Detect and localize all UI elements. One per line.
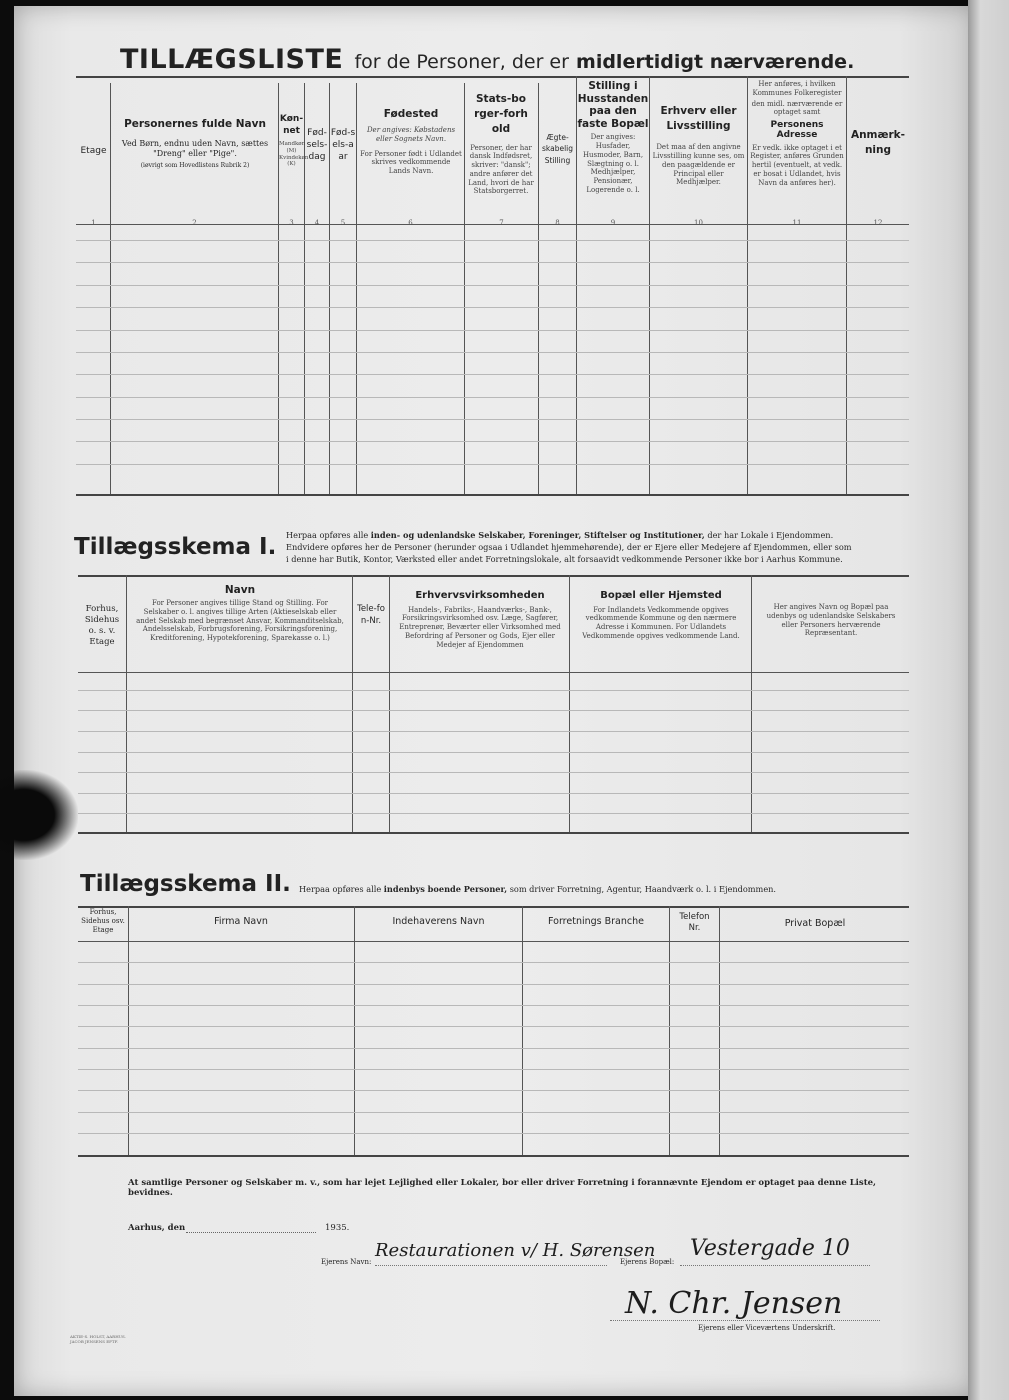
skema1-intro-b: inden- og udenlandske Selskaber, Foreninger, Stiftelser og Institutioner, [370,530,705,540]
col-num-6: 6 [408,219,413,227]
col-num-9: 9 [610,219,616,227]
col-num-12: 12 [873,219,883,227]
col-erhverv-header [651,104,746,187]
title-bold: TILLÆGSLISTE [120,44,344,75]
skema2-col-tlf: Telefon Nr. [679,912,710,934]
col-stilling-header [577,80,649,195]
col-erhverv-title: Erhverv eller Livsstilling [660,105,737,132]
declaration-text: At samtlige Personer og Selskaber m. v., som har lejet Lejlighed eller Lokaler, bor eller driver Forretning i forannævnte Ejendom er optaget paa denne Liste, bevidnes. [128,1178,876,1198]
signature: N. Chr. Jensen [625,1286,843,1321]
skema1-col-erhverv [392,590,568,649]
col-adresse-header [749,80,845,187]
skema1-intro-c: der har Lokale i Ejendommen. [707,530,834,540]
skema1-col-repr: Her angives Navn og Bopæl paa udenbys og udenlandske Selskabers eller Personers herværende Repræsentant. [766,603,896,638]
owner-address-value: Vestergade 10 [690,1236,850,1261]
col-statsborger-note: Personer, der har dansk Indfødsret, skriver: "dansk"; andre anfører det Land, hvori de har Statsborgerret. [468,143,534,196]
skema2-col-firma: Firma Navn [214,916,268,927]
col-etage-header: Etage [80,146,107,156]
col-erhverv-note: Det maa af den angivne Livsstilling kunne ses, om den paagældende er Principal eller Medhjælper. [652,143,745,187]
col-num-3: 3 [289,219,294,227]
owner-name-value: Restaurationen v/ H. Sørensen [375,1240,656,1261]
skema1-col-erhverv-title: Erhvervsvirksomheden [415,590,545,601]
main-title [120,44,880,78]
skema1-col-etage: Forhus, Sidehus o. s. v. Etage [84,604,120,648]
col-fodested-note: Der angives: Købstadens eller Sognets Navn. [366,126,456,143]
skema1-col-navn-note: For Personer angives tillige Stand og Stilling. For Selskaber o. l. angives tillige Arten (Aktieselskab eller andet Selskab med begrænset Ansvar, Kommanditselskab, Andelsselskab, Forbrugsforening, Forsikringsforening, Kreditforening, Hypotekforening, Sparekasse o. l.) [136,599,344,643]
signature-label: Ejerens eller Viceværtens Underskrift. [698,1324,836,1332]
skema2-intro [299,884,909,894]
col-name-note2: (iøvrigt som Hovedlistens Rubrik 2) [140,162,250,170]
skema1-col-bopael-note: For Indlandets Vedkommende opgives vedkommende Kommune og den nærmere Adresse i Kommunen. For Udlandets Vedkommende opgives vedkommende Land. [582,605,740,640]
skema2-col-branche: Forretnings Branche [548,916,644,927]
col-statsborger-header [466,92,536,196]
owner-address-line [680,1265,870,1266]
col-stilling-note: Der angives: Husfader, Husmoder, Barn, Slægtning o. l. Medhjælper, Pensionær, Logerende o. l. [582,133,644,194]
col-num-4: 4 [314,219,320,227]
col-kon-header [279,114,309,168]
skema2-intro-b: indenbys boende Personer, [383,884,508,894]
binding-tab [0,770,78,860]
col-fodselsaar-header: Fød-sels-aar [330,128,356,163]
skema1-intro-line1 [286,530,911,542]
owner-address-label: Ejerens Bopæl: [620,1258,675,1266]
col-adresse-note-top: Her anføres, i hvilken Kommunes Folkeregister [752,80,842,97]
col-num-7: 7 [499,219,504,227]
col-num-1: 1 [91,219,96,227]
col-statsborger-title: Stats-borger-forhold [474,93,528,136]
skema2-col-bopael: Privat Bopæl [784,918,846,929]
skema1-intro-line2: Endvidere opføres her de Personer (herunder ogsaa i Udlandet hjemmehørende), der er Ejere eller Medejere af Ejendommen, eller som [286,541,852,552]
col-adresse-title: Personens Adresse [770,120,824,141]
date-line [186,1232,316,1233]
col-fodested-note2: For Personer født i Udlandet skrives vedkommende Lands Navn. [360,149,462,176]
city-label: Aarhus, den [128,1223,186,1233]
skema2-intro-c: som driver Forretning, Agentur, Haandværk o. l. i Ejendommen. [509,884,777,894]
col-adresse-note-mid: den midl. nærværende er optaget samt [751,99,843,117]
owner-name-label: Ejerens Navn: [321,1258,372,1266]
col-num-11: 11 [792,219,802,227]
skema1-intro-line3: i denne har Butik, Kontor, Værksted eller andet Forretningslokale, alt forsaavidt vedkommende Personer ikke bor i Aarhus Kommune. [286,553,843,564]
col-name-header [114,118,276,170]
col-num-10: 10 [694,219,703,227]
col-anmaerkning-header: Anmærk-ning [850,129,906,157]
skema1-intro [286,530,911,566]
skema1-title: Tillægsskema I. [74,534,277,560]
col-num-2: 2 [192,219,197,227]
skema2-col-indehaver: Indehaverens Navn [392,916,485,927]
printer-imprint: AKTIE-S. HOLST, AARHUS. JACOB JENSENS EFTF. [70,1334,126,1345]
skema2-col-etage: Forhus, Sidehus osv. Etage [81,908,125,934]
skema1-col-tlf: Tele-fon-Nr. [357,604,385,626]
next-page-edge [968,0,1009,1400]
col-num-5: 5 [340,219,346,227]
owner-name-line [375,1265,607,1266]
year-label: 1935. [325,1223,350,1233]
col-aegteskab-header: Ægte-skabelig Stilling [541,133,574,165]
col-name-title: Personernes fulde Navn [124,118,266,130]
col-fodested-header [360,108,462,176]
col-stilling-title: Stilling i Husstanden paa den faste Bopæl [577,80,649,130]
skema2-title: Tillægsskema II. [80,871,291,897]
skema1-col-bopael [573,590,749,641]
skema1-intro-a: Herpaa opføres alle [286,530,369,540]
skema1-col-navn [136,584,344,643]
col-fodested-title: Fødested [383,108,439,120]
skema1-col-erhverv-note: Handels-, Fabriks-, Haandværks-, Bank-, Forsikringsvirksomhed osv. Læge, Sagfører, Entreprenør, Beværter eller Virksomhed med Befordring af Personer og Gods, Ejer eller Medejer af Ejendommen [399,605,561,649]
col-name-note: Ved Børn, endnu uden Navn, sættes "Dreng" eller "Pige". [121,139,269,159]
title-rest: for de Personer, der er [354,51,569,73]
signature-line [610,1320,880,1321]
title-bold2: midlertidigt nærværende. [576,51,855,73]
skema1-col-bopael-title: Bopæl eller Hjemsted [600,590,722,601]
col-num-8: 8 [555,219,560,227]
skema1-col-navn-title: Navn [224,584,256,596]
skema2-intro-a: Herpaa opføres alle [299,884,382,894]
col-kon-title: Køn-net [279,114,304,136]
col-kon-note: Mandkøn (M) Kvindekøn (K) [279,141,309,168]
col-fodselsdag-header: Fød-sels-dag [306,128,328,163]
col-adresse-note: Er vedk. ikke optaget i et Register, anføres Grunden hertil (eventuelt, at vedk. er bosat i Udlandet, hvis Navn da anføres her). [750,143,844,187]
